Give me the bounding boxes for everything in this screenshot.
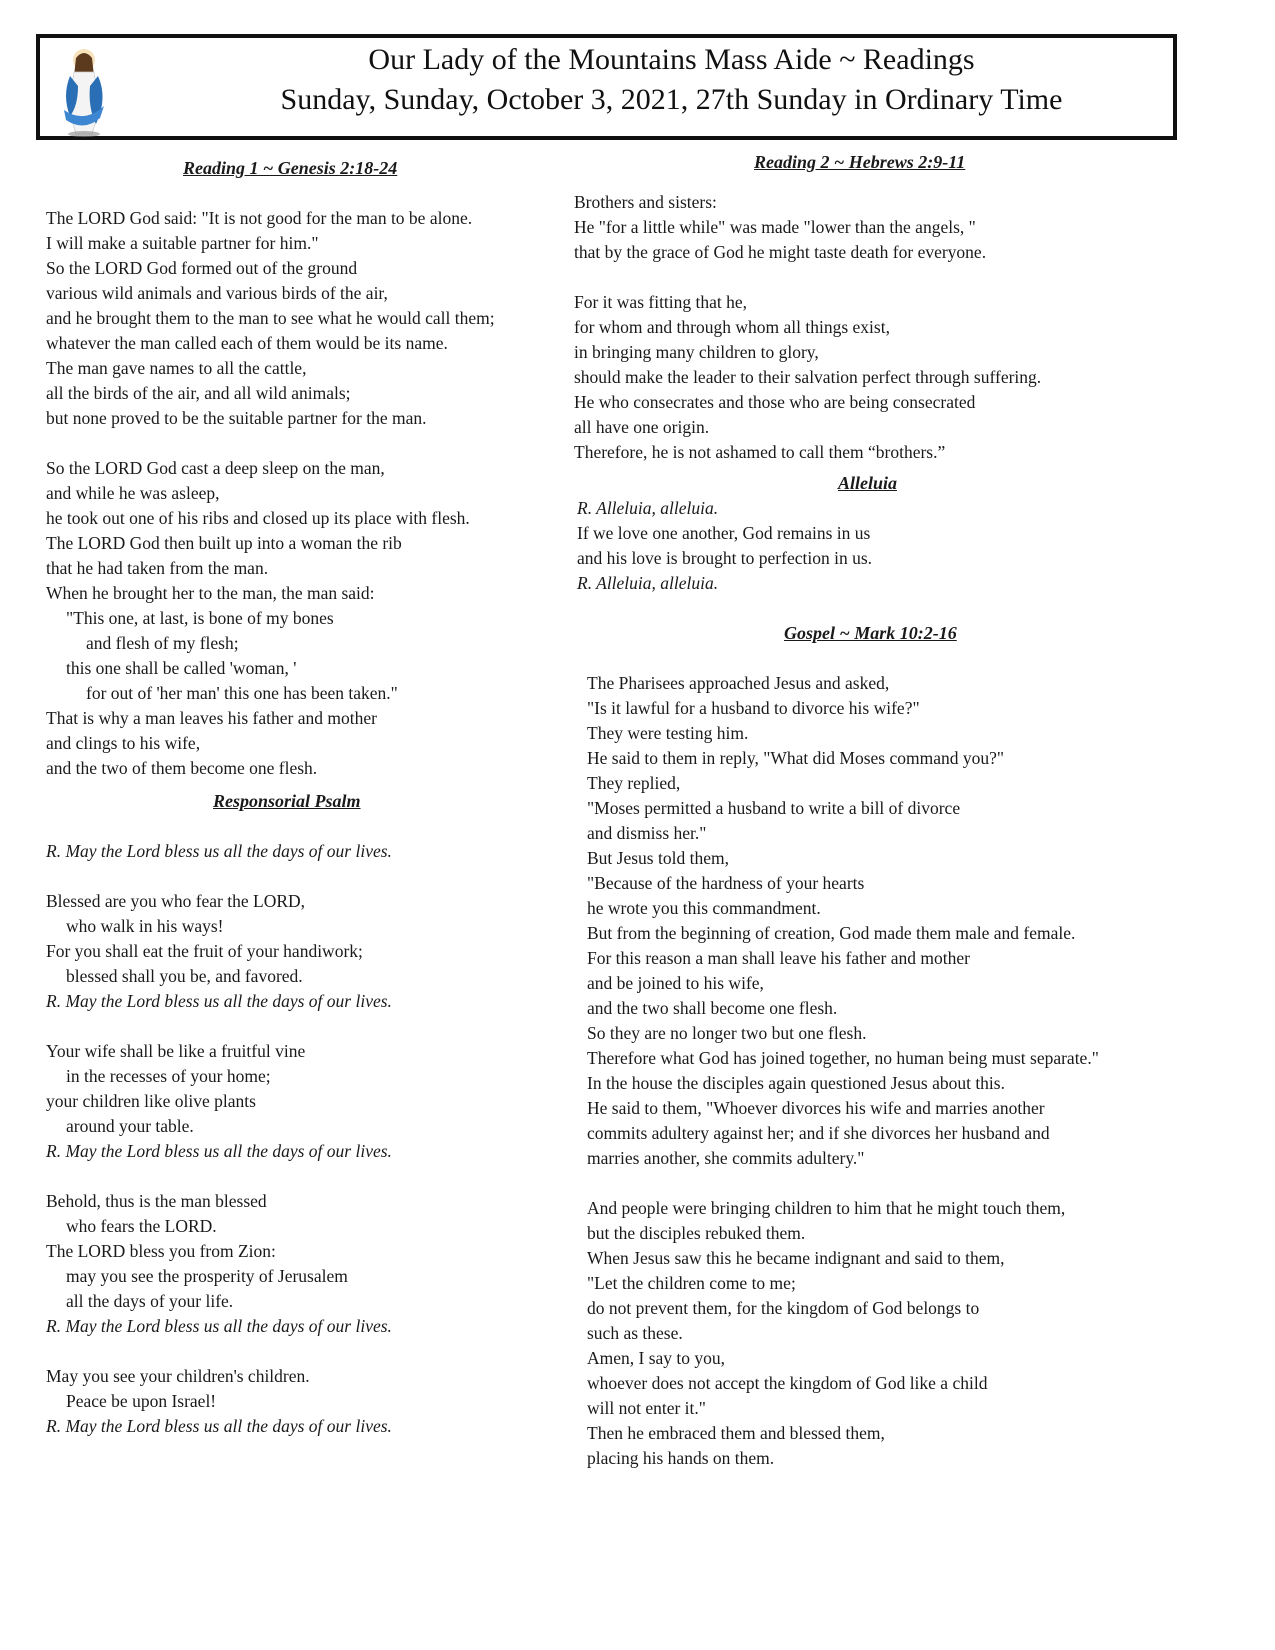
psalm-line: may you see the prosperity of Jerusalem	[66, 1266, 348, 1286]
psalm-response: R. May the Lord bless us all the days of our lives.	[46, 1416, 392, 1436]
spacer	[46, 431, 586, 456]
gospel-line: but the disciples rebuked them.	[587, 1223, 806, 1243]
gospel-line: "Let the children come to me;	[587, 1273, 796, 1293]
gospel-heading: Gospel ~ Mark 10:2-16	[784, 623, 957, 643]
reading1-line: and clings to his wife,	[46, 733, 201, 753]
gospel-line: and dismiss her."	[587, 823, 707, 843]
gospel-line: do not prevent them, for the kingdom of God belongs to	[587, 1298, 980, 1318]
gospel-line: In the house the disciples again questioned Jesus about this.	[587, 1073, 1005, 1093]
psalm-line: in the recesses of your home;	[66, 1066, 271, 1086]
reading1-line: So the LORD God formed out of the ground	[46, 258, 358, 278]
reading2-line: Brothers and sisters:	[574, 192, 717, 212]
psalm-line: Behold, thus is the man blessed	[46, 1191, 267, 1211]
alleluia-line: and his love is brought to perfection in us.	[577, 548, 873, 568]
reading1-line: all the birds of the air, and all wild animals;	[46, 383, 351, 403]
reading1-line: various wild animals and various birds of the air,	[46, 283, 388, 303]
gospel-line: whoever does not accept the kingdom of God like a child	[587, 1373, 988, 1393]
reading1-line: When he brought her to the man, the man said:	[46, 583, 375, 603]
psalm-response: R. May the Lord bless us all the days of our lives.	[46, 841, 392, 861]
reading1-line: and he brought them to the man to see what he would call them;	[46, 308, 495, 328]
reading1-line: this one shall be called 'woman, '	[66, 658, 297, 678]
spacer	[46, 864, 586, 889]
reading1-line: The LORD God then built up into a woman the rib	[46, 533, 402, 553]
spacer	[46, 1014, 586, 1039]
gospel-line: Therefore what God has joined together, no human being must separate."	[587, 1048, 1099, 1068]
reading1-line: that he had taken from the man.	[46, 558, 269, 578]
spacer	[574, 265, 1214, 290]
reading2-line: for whom and through whom all things exist,	[574, 317, 890, 337]
psalm-line: who fears the LORD.	[66, 1216, 217, 1236]
gospel-line: But Jesus told them,	[587, 848, 729, 868]
psalm-line: around your table.	[66, 1116, 194, 1136]
gospel-line: and be joined to his wife,	[587, 973, 764, 993]
gospel-line: "Because of the hardness of your hearts	[587, 873, 865, 893]
reading2-line: He "for a little while" was made "lower than the angels, "	[574, 217, 976, 237]
psalm-line: The LORD bless you from Zion:	[46, 1241, 276, 1261]
spacer	[574, 1171, 1214, 1196]
reading2-line: that by the grace of God he might taste death for everyone.	[574, 242, 987, 262]
psalm-line: your children like olive plants	[46, 1091, 256, 1111]
gospel-line: commits adultery against her; and if she divorces her husband and	[587, 1123, 1050, 1143]
alleluia-line: If we love one another, God remains in us	[577, 523, 871, 543]
gospel-line: But from the beginning of creation, God made them male and female.	[587, 923, 1076, 943]
reading1-line: but none proved to be the suitable partner for the man.	[46, 408, 427, 428]
right-column	[574, 150, 1214, 1471]
reading2-line: He who consecrates and those who are being consecrated	[574, 392, 976, 412]
gospel-line: marries another, she commits adultery."	[587, 1148, 865, 1168]
spacer	[46, 1164, 586, 1189]
gospel-line: Amen, I say to you,	[587, 1348, 726, 1368]
gospel-line: The Pharisees approached Jesus and asked,	[587, 673, 890, 693]
psalm-line: Blessed are you who fear the LORD,	[46, 891, 306, 911]
alleluia-heading: Alleluia	[838, 473, 898, 493]
reading1-line: The man gave names to all the cattle,	[46, 358, 307, 378]
reading1-line: whatever the man called each of them would be its name.	[46, 333, 448, 353]
left-column	[46, 156, 586, 1439]
reading2-line: For it was fitting that he,	[574, 292, 748, 312]
reading1-line: for out of 'her man' this one has been taken."	[86, 683, 398, 703]
gospel-line: will not enter it."	[587, 1398, 706, 1418]
reading1-line: "This one, at last, is bone of my bones	[66, 608, 334, 628]
psalm-line: all the days of your life.	[66, 1291, 234, 1311]
reading2-line: all have one origin.	[574, 417, 710, 437]
reading2-line: should make the leader to their salvation perfect through suffering.	[574, 367, 1042, 387]
reading1-line: and flesh of my flesh;	[86, 633, 239, 653]
reading1-line: he took out one of his ribs and closed up its place with flesh.	[46, 508, 470, 528]
spacer	[574, 596, 1214, 621]
psalm-line: For you shall eat the fruit of your handiwork;	[46, 941, 363, 961]
gospel-line: "Moses permitted a husband to write a bill of divorce	[587, 798, 961, 818]
gospel-line: They replied,	[587, 773, 681, 793]
spacer	[574, 646, 1214, 671]
psalm-line: May you see your children's children.	[46, 1366, 310, 1386]
gospel-line: They were testing him.	[587, 723, 749, 743]
spacer	[46, 1339, 586, 1364]
psalm-line: who walk in his ways!	[66, 916, 224, 936]
gospel-line: Then he embraced them and blessed them,	[587, 1423, 885, 1443]
psalm-response: R. May the Lord bless us all the days of our lives.	[46, 991, 392, 1011]
psalm-line: Peace be upon Israel!	[66, 1391, 217, 1411]
gospel-line: such as these.	[587, 1323, 683, 1343]
gospel-line: "Is it lawful for a husband to divorce his wife?"	[587, 698, 920, 718]
reading1-line: The LORD God said: "It is not good for the man to be alone.	[46, 208, 473, 228]
gospel-line: and the two shall become one flesh.	[587, 998, 838, 1018]
gospel-line: When Jesus saw this he became indignant and said to them,	[587, 1248, 1005, 1268]
reading1-heading: Reading 1 ~ Genesis 2:18-24	[183, 158, 398, 178]
reading1-line: and while he was asleep,	[46, 483, 220, 503]
header-box	[36, 34, 1177, 140]
gospel-line: So they are no longer two but one flesh.	[587, 1023, 867, 1043]
gospel-line: placing his hands on them.	[587, 1448, 775, 1468]
alleluia-response: R. Alleluia, alleluia.	[577, 573, 719, 593]
page-title: Our Lady of the Mountains Mass Aide ~ Readings	[368, 43, 975, 76]
gospel-line: He said to them, "Whoever divorces his wife and marries another	[587, 1098, 1045, 1118]
spacer	[46, 814, 586, 839]
reading2-heading: Reading 2 ~ Hebrews 2:9-11	[754, 152, 966, 172]
madonna-image	[48, 46, 120, 138]
reading1-line: I will make a suitable partner for him."	[46, 233, 319, 253]
psalm-response: R. May the Lord bless us all the days of our lives.	[46, 1141, 392, 1161]
reading1-line: So the LORD God cast a deep sleep on the man,	[46, 458, 385, 478]
psalm-heading: Responsorial Psalm	[213, 791, 361, 811]
alleluia-response: R. Alleluia, alleluia.	[577, 498, 719, 518]
psalm-line: Your wife shall be like a fruitful vine	[46, 1041, 306, 1061]
gospel-line: And people were bringing children to him that he might touch them,	[587, 1198, 1066, 1218]
reading1-line: and the two of them become one flesh.	[46, 758, 318, 778]
spacer	[46, 181, 586, 206]
reading1-line: That is why a man leaves his father and mother	[46, 708, 377, 728]
psalm-line: blessed shall you be, and favored.	[66, 966, 303, 986]
gospel-line: He said to them in reply, "What did Moses command you?"	[587, 748, 1005, 768]
reading2-line: in bringing many children to glory,	[574, 342, 819, 362]
page-subtitle: Sunday, Sunday, October 3, 2021, 27th Sunday in Ordinary Time	[280, 83, 1063, 116]
gospel-line: For this reason a man shall leave his father and mother	[587, 948, 970, 968]
gospel-line: he wrote you this commandment.	[587, 898, 821, 918]
reading2-line: Therefore, he is not ashamed to call them “brothers.”	[574, 442, 946, 462]
psalm-response: R. May the Lord bless us all the days of our lives.	[46, 1316, 392, 1336]
